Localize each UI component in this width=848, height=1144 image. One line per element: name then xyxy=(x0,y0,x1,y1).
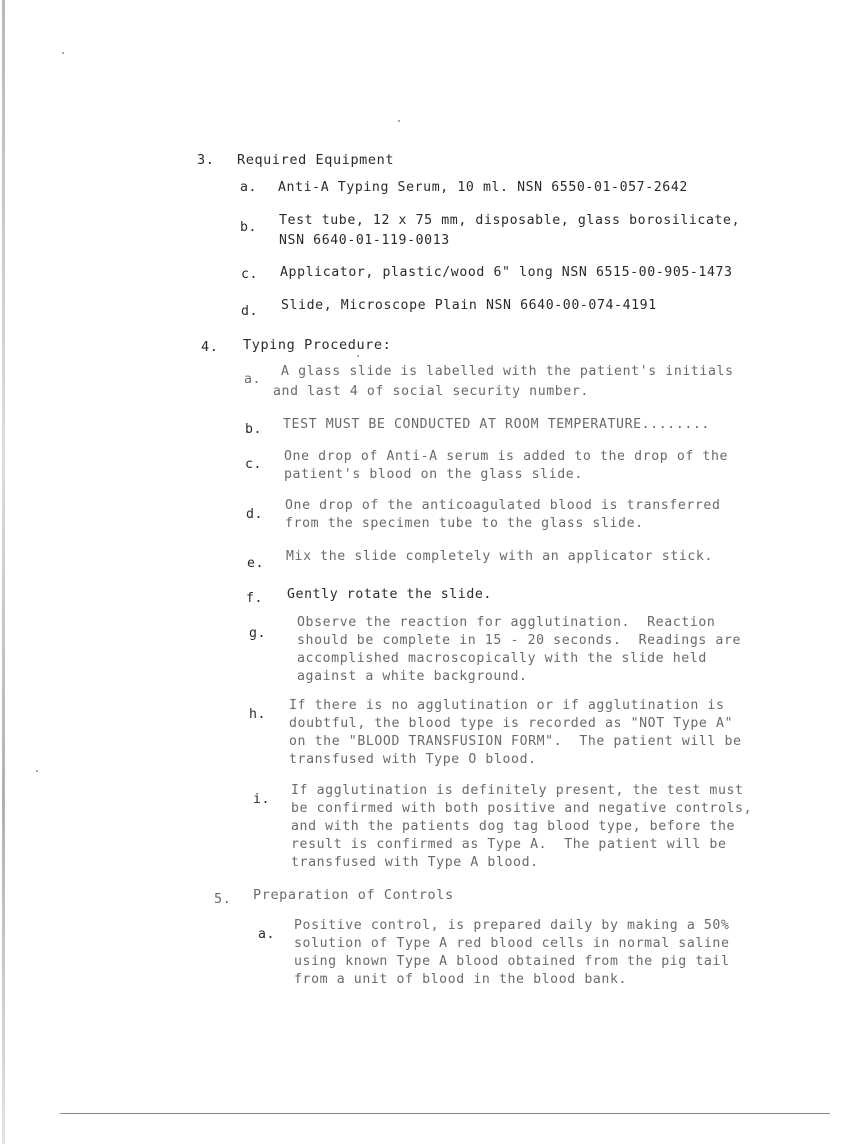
scan-speck xyxy=(398,120,400,122)
item-4i-line-2: be confirmed with both positive and negative controls, xyxy=(291,801,753,816)
item-4d-label: d. xyxy=(246,507,264,522)
item-3b-line-1: Test tube, 12 x 75 mm, disposable, glass borosilicate, xyxy=(279,213,741,228)
scan-bottom-edge xyxy=(60,1113,830,1114)
item-4g-line-1: Observe the reaction for agglutination. Reaction xyxy=(297,615,716,630)
item-4b-label: b. xyxy=(245,422,263,437)
item-4g-line-2: should be complete in 15 - 20 seconds. Readings are xyxy=(297,633,742,648)
item-4i-line-3: and with the patients dog tag blood type, before the xyxy=(291,819,736,834)
item-3b-line-2: NSN 6640-01-119-0013 xyxy=(279,233,450,248)
item-4e-label: e. xyxy=(247,556,265,571)
item-4h-line-1: If there is no agglutination or if agglutination is xyxy=(289,698,725,713)
item-3c-label: c. xyxy=(241,267,259,282)
item-4h-label: h. xyxy=(249,707,267,722)
item-4c-line-2: patient's blood on the glass slide. xyxy=(284,467,583,482)
item-3d-line-1: Slide, Microscope Plain NSN 6640-00-074-4191 xyxy=(281,298,657,313)
item-4e-line-1: Mix the slide completely with an applicator stick. xyxy=(286,549,713,564)
item-4h-line-4: transfused with Type O blood. xyxy=(289,752,537,767)
section-3-heading: Required Equipment xyxy=(237,152,395,168)
item-4c-line-1: One drop of Anti-A serum is added to the drop of the xyxy=(284,449,729,464)
scan-speck xyxy=(357,355,359,357)
scan-speck xyxy=(62,52,64,54)
item-5a-line-2: solution of Type A red blood cells in normal saline xyxy=(294,936,730,951)
item-5a-line-3: using known Type A blood obtained from the pig tail xyxy=(294,954,730,969)
section-5-number: 5. xyxy=(214,891,232,907)
item-4h-line-2: doubtful, the blood type is recorded as "NOT Type A" xyxy=(289,716,734,731)
item-4a-line-2: and last 4 of social security number. xyxy=(273,384,589,399)
item-4f-label: f. xyxy=(246,591,264,606)
item-4b-line-1: TEST MUST BE CONDUCTED AT ROOM TEMPERATURE........ xyxy=(283,417,710,432)
item-3b-label: b. xyxy=(240,220,258,235)
item-4g-line-4: against a white background. xyxy=(297,669,528,684)
item-4c-label: c. xyxy=(245,457,263,472)
item-4g-label: g. xyxy=(249,626,267,641)
item-5a-line-4: from a unit of blood in the blood bank. xyxy=(294,972,628,987)
item-4a-line-1: A glass slide is labelled with the patient's initials xyxy=(281,364,734,379)
item-5a-label: a. xyxy=(258,927,276,942)
item-4i-line-1: If agglutination is definitely present, the test must xyxy=(291,783,744,798)
section-3-number: 3. xyxy=(197,152,215,168)
item-4i-line-4: result is confirmed as Type A. The patient will be xyxy=(291,837,727,852)
item-4d-line-1: One drop of the anticoagulated blood is transferred xyxy=(285,498,721,513)
scan-left-edge xyxy=(2,0,5,1144)
section-4-number: 4. xyxy=(201,339,219,355)
item-3d-label: d. xyxy=(241,304,259,319)
item-4d-line-2: from the specimen tube to the glass slide. xyxy=(285,516,644,531)
item-3a-label: a. xyxy=(240,180,258,195)
item-4g-line-3: accomplished macroscopically with the slide held xyxy=(297,651,707,666)
item-4h-line-3: on the "BLOOD TRANSFUSION FORM". The patient will be xyxy=(289,734,742,749)
item-4i-line-5: transfused with Type A blood. xyxy=(291,855,539,870)
item-3a-line-1: Anti-A Typing Serum, 10 ml. NSN 6550-01-057-2642 xyxy=(278,180,688,195)
item-5a-line-1: Positive control, is prepared daily by making a 50% xyxy=(294,918,730,933)
section-4-heading: Typing Procedure: xyxy=(243,337,392,353)
item-3c-line-1: Applicator, plastic/wood 6" long NSN 6515-00-905-1473 xyxy=(280,265,733,280)
item-4a-label: a. xyxy=(244,372,262,387)
section-5-heading: Preparation of Controls xyxy=(253,887,454,903)
item-4i-label: i. xyxy=(253,792,271,807)
item-4f-line-1: Gently rotate the slide. xyxy=(287,587,492,602)
scan-speck xyxy=(36,770,38,772)
